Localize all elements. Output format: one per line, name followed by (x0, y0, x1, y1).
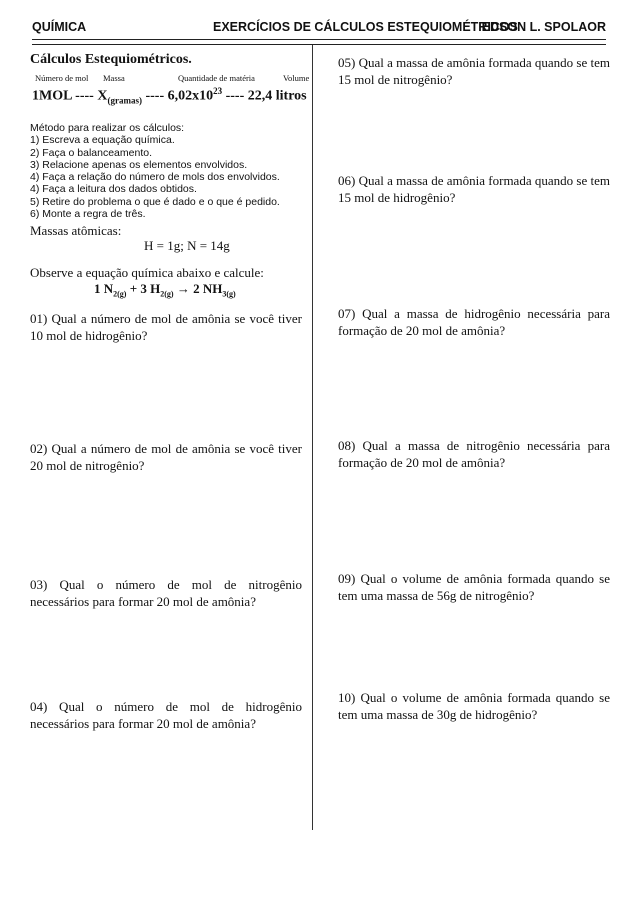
header-double-rule (32, 39, 606, 45)
unit-label-mass: Massa (103, 73, 125, 83)
method-heading: Método para realizar os cálculos: (30, 122, 185, 134)
equation-part: + 3 H (126, 281, 161, 296)
equation-part: → 2 NH (173, 281, 223, 296)
unit-label-volume: Volume (283, 73, 310, 83)
unit-volume: 22,4 litros (247, 88, 307, 104)
unit-mass: X (97, 88, 108, 104)
unit-label-quantity: Quantidade de matéria (178, 73, 255, 83)
method-step: 3) Relacione apenas os elementos envolvidos. (30, 158, 248, 171)
atomic-masses-value: H = 1g; N = 14g (144, 238, 230, 253)
section-title: Cálculos Estequiométricos. (30, 52, 192, 67)
method-step: 4) Faça a relação do número de mols dos envolvidos. (30, 171, 280, 184)
column-divider (312, 45, 313, 830)
question-07: 07) Qual a massa de hidrogênio necessária para formação de 20 mol de amônia? (338, 306, 610, 338)
unit-separator: ---- (71, 88, 98, 104)
equation-subscript: 2(g) (113, 289, 127, 299)
unit-mass-subscript: (gramas) (107, 95, 142, 106)
atomic-masses-label: Massas atômicas: (30, 223, 122, 238)
unit-separator: ---- (141, 88, 168, 104)
unit-label-mol: Número de mol (35, 73, 89, 83)
method-step: 1) Escreva a equação química. (30, 134, 175, 147)
method-step: 6) Monte a regra de três. (30, 208, 146, 221)
equation-subscript: 3(g) (222, 289, 236, 299)
question-04: 04) Qual o número de mol de hidrogênio necessários para formar 20 mol de amônia? (30, 699, 302, 731)
unit-avogadro-exponent: 23 (213, 86, 223, 96)
question-06: 06) Qual a massa de amônia formada quando se tem 15 mol de hidrogênio? (338, 173, 610, 205)
chemical-equation (94, 281, 236, 299)
header-subject: QUÍMICA (32, 20, 87, 34)
unit-mol: 1MOL (32, 88, 72, 104)
method-step: 5) Retire do problema o que é dado e o que é pedido. (30, 195, 280, 208)
question-10: 10) Qual o volume de amônia formada quando se tem uma massa de 30g de hidrogênio? (338, 690, 610, 722)
page-header (32, 20, 606, 36)
equation-part: 1 N (94, 281, 114, 296)
question-01: 01) Qual a número de mol de amônia se você tiver 10 mol de hidrogênio? (30, 311, 302, 343)
question-09: 09) Qual o volume de amônia formada quando se tem uma massa de 56g de nitrogênio? (338, 571, 610, 603)
unit-avogadro: 6,02x10 (167, 88, 214, 104)
method-step: 4) Faça a leitura dos dados obtidos. (30, 183, 197, 196)
unit-labels-row (35, 73, 310, 85)
unit-separator: ---- (222, 88, 248, 104)
question-02: 02) Qual a número de mol de amônia se você tiver 20 mol de nitrogênio? (30, 441, 302, 473)
method-step: 2) Faça o balanceamento. (30, 146, 152, 159)
unit-relation (32, 86, 307, 105)
question-03: 03) Qual o número de mol de nitrogênio necessários para formar 20 mol de amônia? (30, 577, 302, 609)
instruction-text: Observe a equação química abaixo e calcule: (30, 265, 264, 280)
equation-subscript: 2(g) (160, 289, 174, 299)
method-list (30, 122, 280, 220)
question-05: 05) Qual a massa de amônia formada quando se tem 15 mol de nitrogênio? (338, 55, 610, 87)
question-08: 08) Qual a massa de nitrogênio necessária para formação de 20 mol de amônia? (338, 438, 610, 470)
header-title: EXERCÍCIOS DE CÁLCULOS ESTEQUIOMÉTRICOS (213, 20, 518, 34)
header-author: EDSON L. SPOLAOR (481, 20, 606, 34)
